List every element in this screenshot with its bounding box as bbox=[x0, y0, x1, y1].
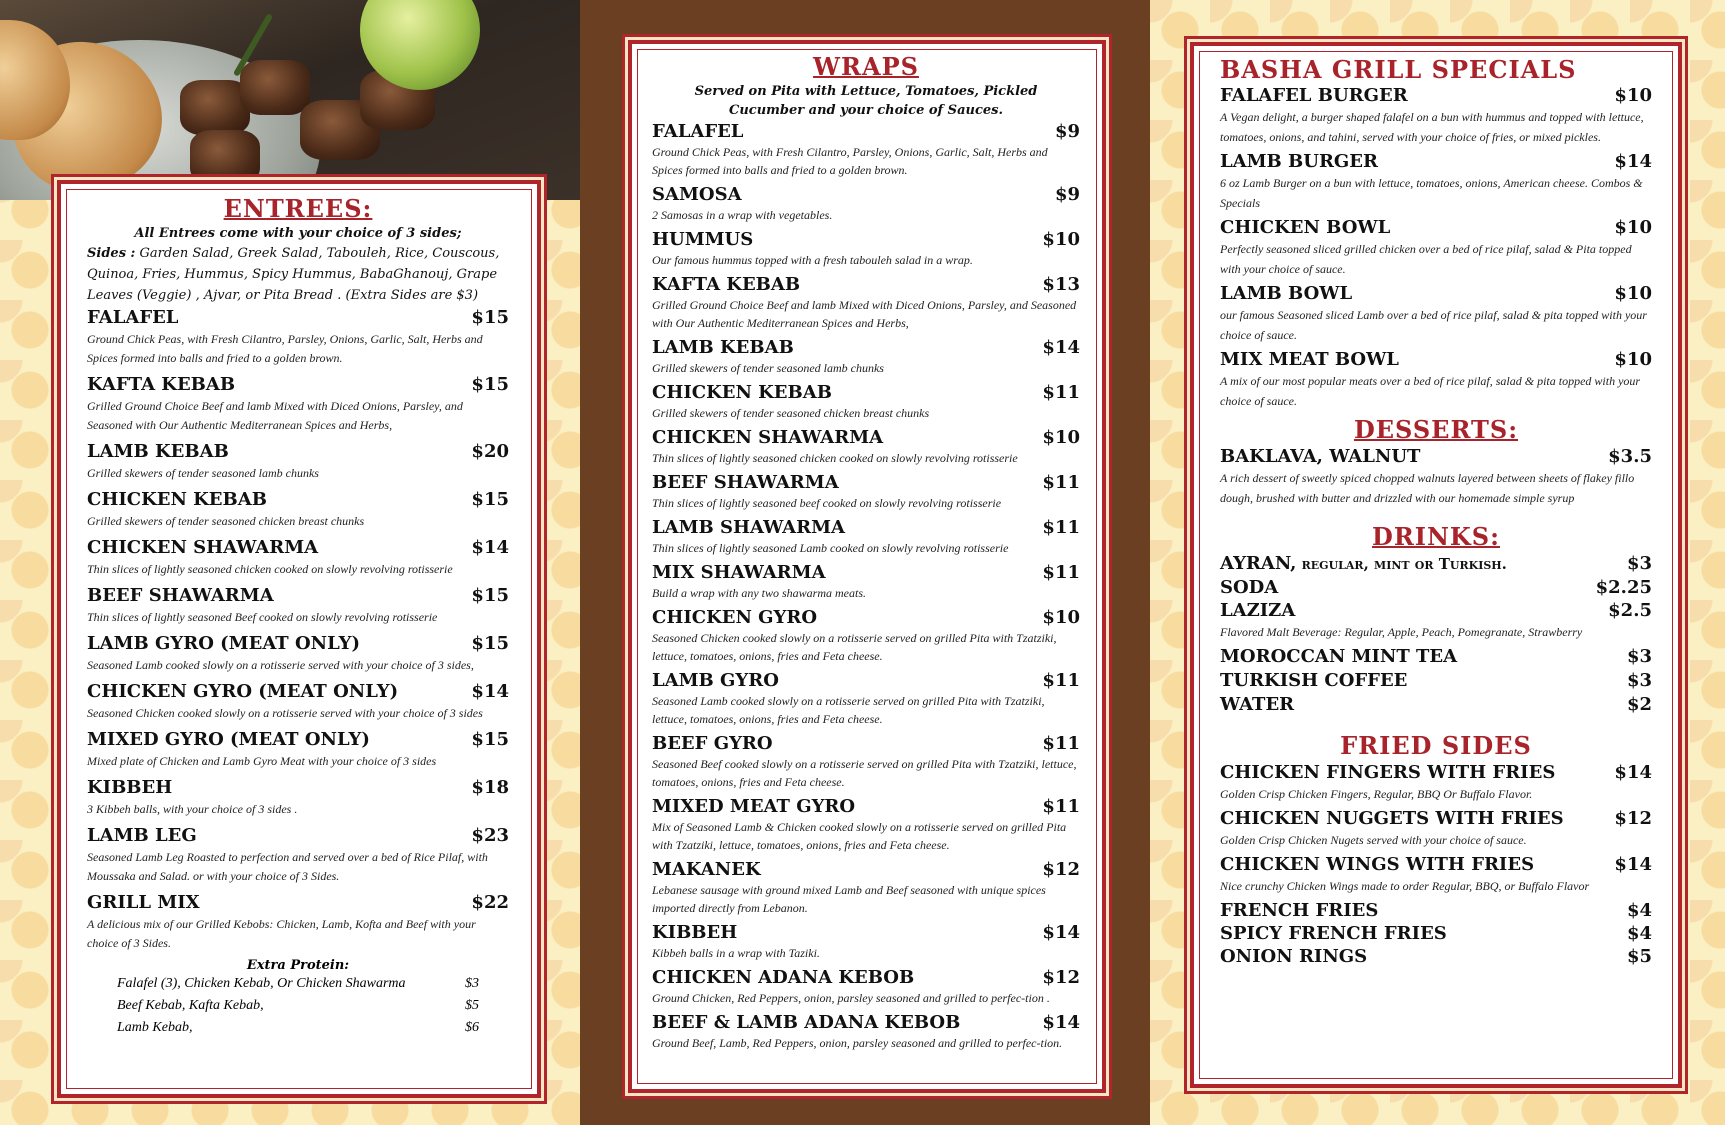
drinks-title: DRINKS: bbox=[1372, 522, 1500, 551]
entree-item-price: $20 bbox=[471, 441, 509, 462]
wrap-item-name: LAMB KEBAB bbox=[652, 337, 794, 358]
entree-item-desc: 3 Kibbeh balls, with your choice of 3 sides . bbox=[87, 802, 298, 816]
wrap-item-desc: Ground Chick Peas, with Fresh Cilantro, Parsley, Onions, Garlic, Salt, Herbs and Spices formed into balls and fried to a golden brown. bbox=[652, 145, 1048, 177]
entree-item bbox=[87, 488, 509, 512]
special-item-name: MIX MEAT BOWL bbox=[1220, 349, 1399, 370]
fried-side-item-name: FRENCH FRIES bbox=[1220, 900, 1379, 921]
wrap-item bbox=[652, 228, 1080, 251]
extra-protein-list bbox=[87, 973, 509, 1039]
wrap-item-price: $9 bbox=[1054, 121, 1080, 142]
wrap-item bbox=[652, 669, 1080, 692]
dessert-item bbox=[1220, 445, 1652, 468]
special-item-price: $10 bbox=[1614, 283, 1652, 304]
wrap-item-desc: Seasoned Lamb cooked slowly on a rotisserie served on grilled Pita with Tzatziki, lettuce, tomatoes, onions, fries and Feta cheese. bbox=[652, 694, 1045, 726]
entree-item-price: $14 bbox=[471, 681, 509, 702]
special-item bbox=[1220, 84, 1652, 107]
wrap-item-desc: 2 Samosas in a wrap with vegetables. bbox=[652, 208, 833, 222]
entree-item-name: LAMB GYRO (MEAT ONLY) bbox=[87, 633, 360, 654]
fried-side-item-price: $5 bbox=[1626, 946, 1652, 967]
wrap-item-price: $14 bbox=[1042, 922, 1080, 943]
wraps-content bbox=[652, 50, 1080, 1056]
drink-item-tea bbox=[1220, 645, 1652, 669]
specials-list bbox=[1220, 84, 1652, 411]
fried-side-item-price: $14 bbox=[1614, 762, 1652, 783]
entree-item-price: $22 bbox=[471, 892, 509, 913]
entree-item-name: FALAFEL bbox=[87, 307, 179, 328]
entree-item-name: MIXED GYRO (MEAT ONLY) bbox=[87, 729, 370, 750]
wrap-item-desc: Lebanese sausage with ground mixed Lamb and Beef seasoned with unique spices imported directly from Lebanon. bbox=[652, 883, 1046, 915]
drink-name: LAZIZA bbox=[1220, 600, 1296, 621]
entree-item bbox=[87, 824, 509, 848]
wrap-item-name: KIBBEH bbox=[652, 922, 738, 943]
wrap-item-name: MAKANEK bbox=[652, 859, 761, 880]
special-item-price: $10 bbox=[1614, 85, 1652, 106]
specials-title: BASHA GRILL SPECIALS bbox=[1220, 55, 1577, 84]
wrap-item-price: $12 bbox=[1042, 859, 1080, 880]
wrap-item-name: SAMOSA bbox=[652, 184, 742, 205]
entree-item bbox=[87, 728, 509, 752]
fried-side-item-desc: Golden Crisp Chicken Nugets served with your choice of sauce. bbox=[1220, 833, 1527, 847]
wrap-item bbox=[652, 381, 1080, 404]
fried-side-item-name: CHICKEN WINGS WITH FRIES bbox=[1220, 854, 1535, 875]
entree-item-desc: A delicious mix of our Grilled Kebobs: Chicken, Lamb, Kofta and Beef with your choice of 3 Sides. bbox=[87, 917, 476, 950]
entree-item-name: LAMB KEBAB bbox=[87, 441, 229, 462]
wrap-item-desc: Grilled skewers of tender seasoned lamb chunks bbox=[652, 361, 884, 375]
wrap-item-price: $10 bbox=[1042, 229, 1080, 250]
entrees-sides bbox=[87, 243, 509, 306]
extra-protein-item bbox=[87, 995, 509, 1017]
extra-protein-price: $3 bbox=[465, 976, 479, 991]
wrap-item-price: $11 bbox=[1042, 562, 1080, 583]
fried-side-item-name: ONION RINGS bbox=[1220, 946, 1368, 967]
drink-item-ayran bbox=[1220, 552, 1652, 576]
drink-price: $2.5 bbox=[1608, 600, 1652, 621]
entree-item-price: $15 bbox=[471, 633, 509, 654]
special-item-desc: 6 oz Lamb Burger on a bun with lettuce, tomatoes, onions, American cheese. Combos & Specials bbox=[1220, 176, 1643, 210]
drink-price: $3 bbox=[1626, 553, 1652, 574]
extra-protein-name: Falafel (3), Chicken Kebab, Or Chicken Shawarma bbox=[117, 976, 406, 991]
entree-item-price: $14 bbox=[471, 537, 509, 558]
extra-protein-price: $6 bbox=[465, 1020, 479, 1035]
special-item bbox=[1220, 216, 1652, 239]
drink-item-water bbox=[1220, 693, 1652, 717]
specials-panel bbox=[1190, 42, 1682, 1088]
drink-item-soda bbox=[1220, 576, 1652, 599]
entree-item-desc: Seasoned Chicken cooked slowly on a rotisserie served with your choice of 3 sides bbox=[87, 706, 483, 720]
wrap-item bbox=[652, 471, 1080, 494]
drink-item-laziza bbox=[1220, 599, 1652, 622]
entrees-title: ENTREES: bbox=[223, 194, 373, 223]
entree-item-price: $18 bbox=[471, 777, 509, 798]
wrap-item bbox=[652, 795, 1080, 818]
meat-chunk-shape bbox=[190, 130, 260, 185]
wrap-item-name: MIXED MEAT GYRO bbox=[652, 796, 856, 817]
sides-label: Sides : bbox=[87, 246, 136, 261]
extra-protein-price: $5 bbox=[465, 998, 479, 1013]
wrap-item-name: CHICKEN ADANA KEBOB bbox=[652, 967, 915, 988]
entree-item-desc: Grilled skewers of tender seasoned lamb chunks bbox=[87, 466, 319, 480]
dessert-item-price: $3.5 bbox=[1608, 446, 1652, 467]
fried-side-item-name: CHICKEN FINGERS WITH FRIES bbox=[1220, 762, 1556, 783]
fried-side-item bbox=[1220, 945, 1652, 968]
entree-item-name: LAMB LEG bbox=[87, 825, 197, 846]
entree-item bbox=[87, 776, 509, 800]
wrap-item-desc: Thin slices of lightly seasoned Lamb cooked on slowly revolving rotisserie bbox=[652, 541, 1009, 555]
fried-side-item-price: $4 bbox=[1626, 923, 1652, 944]
entree-item-desc: Thin slices of lightly seasoned chicken cooked on slowly revolving rotisserie bbox=[87, 562, 453, 576]
dessert-item-name: BAKLAVA, WALNUT bbox=[1220, 446, 1421, 467]
wrap-item bbox=[652, 426, 1080, 449]
entree-item bbox=[87, 306, 509, 330]
fried-side-item-desc: Golden Crisp Chicken Fingers, Regular, BBQ Or Buffalo Flavor. bbox=[1220, 787, 1533, 801]
extra-protein-item bbox=[87, 973, 509, 995]
wrap-item-price: $14 bbox=[1042, 337, 1080, 358]
specials-content bbox=[1220, 56, 1652, 968]
wrap-item bbox=[652, 732, 1080, 755]
fried-side-item bbox=[1220, 922, 1652, 945]
wrap-item-desc: Build a wrap with any two shawarma meats. bbox=[652, 586, 867, 600]
fried-side-item-name: CHICKEN NUGGETS WITH FRIES bbox=[1220, 808, 1564, 829]
wrap-item-desc: Seasoned Beef cooked slowly on a rotisserie served on grilled Pita with Tzatziki, lettuce, tomatoes, onions, fries and Feta cheese. bbox=[652, 757, 1077, 789]
entree-item-desc: Thin slices of lightly seasoned Beef cooked on slowly revolving rotisserie bbox=[87, 610, 438, 624]
entrees-list bbox=[87, 306, 509, 953]
wrap-item-name: FALAFEL bbox=[652, 121, 744, 142]
special-item-price: $14 bbox=[1614, 151, 1652, 172]
entree-item-name: BEEF SHAWARMA bbox=[87, 585, 274, 606]
dessert-item-desc: A rich dessert of sweetly spiced chopped walnuts layered between sheets of flakey fillo dough, brushed with butter and drizzled with our homemade simple syrup bbox=[1220, 471, 1635, 505]
fried-sides-list bbox=[1220, 761, 1652, 968]
wrap-item-desc: Grilled skewers of tender seasoned chicken breast chunks bbox=[652, 406, 930, 420]
ayran-name: AYRAN, bbox=[1220, 553, 1297, 574]
wraps-title: WRAPS bbox=[813, 52, 919, 81]
fried-sides-title: FRIED SIDES bbox=[1340, 731, 1532, 760]
fried-side-item-desc: Nice crunchy Chicken Wings made to order Regular, BBQ, or Buffalo Flavor bbox=[1220, 879, 1590, 893]
extra-protein-name: Beef Kebab, Kafta Kebab, bbox=[117, 998, 264, 1013]
drink-price: $2 bbox=[1626, 694, 1652, 715]
drink-price: $3 bbox=[1626, 670, 1652, 691]
wraps-list bbox=[652, 120, 1080, 1052]
drink-desc: Flavored Malt Beverage: Regular, Apple, Peach, Pomegranate, Strawberry bbox=[1220, 625, 1583, 639]
meat-chunk-shape bbox=[240, 60, 310, 115]
entree-item bbox=[87, 536, 509, 560]
fried-side-item bbox=[1220, 807, 1652, 830]
extra-protein-name: Lamb Kebab, bbox=[117, 1020, 193, 1035]
drink-price: $3 bbox=[1626, 646, 1652, 667]
wrap-item bbox=[652, 273, 1080, 296]
special-item-name: LAMB BOWL bbox=[1220, 283, 1353, 304]
wrap-item-price: $11 bbox=[1042, 517, 1080, 538]
entree-item-price: $23 bbox=[471, 825, 509, 846]
wrap-item-price: $11 bbox=[1042, 382, 1080, 403]
wrap-item-name: BEEF & LAMB ADANA KEBOB bbox=[652, 1012, 961, 1033]
drink-name: WATER bbox=[1220, 694, 1295, 715]
wrap-item-price: $10 bbox=[1042, 607, 1080, 628]
extra-protein-title: Extra Protein: bbox=[246, 958, 350, 973]
special-item bbox=[1220, 150, 1652, 173]
wrap-item-price: $11 bbox=[1042, 733, 1080, 754]
drink-name: SODA bbox=[1220, 577, 1279, 598]
wrap-item-price: $14 bbox=[1042, 1012, 1080, 1033]
special-item bbox=[1220, 348, 1652, 371]
special-item bbox=[1220, 282, 1652, 305]
entree-item-name: KIBBEH bbox=[87, 777, 173, 798]
wrap-item-price: $11 bbox=[1042, 472, 1080, 493]
entree-item-desc: Seasoned Lamb cooked slowly on a rotisserie served with your choice of 3 sides, bbox=[87, 658, 474, 672]
entrees-panel bbox=[57, 180, 541, 1098]
entree-item bbox=[87, 680, 509, 704]
wrap-item bbox=[652, 516, 1080, 539]
special-item-desc: A mix of our most popular meats over a bed of rice pilaf, salad & pita topped with your choice of sauce. bbox=[1220, 374, 1641, 408]
desserts-list bbox=[1220, 445, 1652, 508]
wrap-item-price: $9 bbox=[1054, 184, 1080, 205]
entree-item-name: GRILL MIX bbox=[87, 892, 200, 913]
wraps-intro: Served on Pita with Lettuce, Tomatoes, Pickled Cucumber and your choice of Sauces. bbox=[694, 84, 1038, 118]
entree-item-price: $15 bbox=[471, 729, 509, 750]
wrap-item-desc: Mix of Seasoned Lamb & Chicken cooked slowly on a rotisserie served on grilled Pita with Tzatziki, lettuce, tomatoes, onions, fries and Feta cheese. bbox=[652, 820, 1067, 852]
wrap-item bbox=[652, 858, 1080, 881]
wrap-item-desc: Grilled Ground Choice Beef and lamb Mixed with Diced Onions, Parsley, and Seasoned with Our Authentic Mediterranean Spices and Herbs, bbox=[652, 298, 1077, 330]
fried-side-item-price: $12 bbox=[1614, 808, 1652, 829]
entrees-intro: All Entrees come with your choice of 3 sides; bbox=[134, 226, 462, 241]
entree-item-name: CHICKEN GYRO (MEAT ONLY) bbox=[87, 681, 399, 702]
special-item-name: LAMB BURGER bbox=[1220, 151, 1378, 172]
wrap-item-price: $11 bbox=[1042, 796, 1080, 817]
wraps-panel bbox=[628, 40, 1106, 1093]
drink-name: MOROCCAN MINT TEA bbox=[1220, 646, 1458, 667]
entree-item-desc: Seasoned Lamb Leg Roasted to perfection and served over a bed of Rice Pilaf, with Moussaka and Salad. or with your choice of 3 Sides. bbox=[87, 850, 488, 883]
entree-item bbox=[87, 373, 509, 397]
entree-item bbox=[87, 584, 509, 608]
special-item-desc: our famous Seasoned sliced Lamb over a bed of rice pilaf, salad & pita topped with your choice of sauce. bbox=[1220, 308, 1647, 342]
drink-price: $2.25 bbox=[1595, 577, 1652, 598]
wrap-item bbox=[652, 183, 1080, 206]
wrap-item-name: LAMB SHAWARMA bbox=[652, 517, 845, 538]
wrap-item-name: CHICKEN SHAWARMA bbox=[652, 427, 884, 448]
sides-text: Garden Salad, Greek Salad, Tabouleh, Rice, Couscous, Quinoa, Fries, Hummus, Spicy Hummus, BabaGhanouj, Grape Leaves (Veggie) , Ajvar, or Pita Bread . (Extra Sides are $3) bbox=[87, 246, 500, 303]
entree-item-desc: Mixed plate of Chicken and Lamb Gyro Meat with your choice of 3 sides bbox=[87, 754, 437, 768]
wrap-item-name: HUMMUS bbox=[652, 229, 754, 250]
wrap-item-price: $13 bbox=[1042, 274, 1080, 295]
wrap-item-name: KAFTA KEBAB bbox=[652, 274, 801, 295]
entree-item-price: $15 bbox=[471, 489, 509, 510]
extra-protein-item bbox=[87, 1017, 509, 1039]
wrap-item-price: $10 bbox=[1042, 427, 1080, 448]
wrap-item bbox=[652, 921, 1080, 944]
entree-item-desc: Grilled Ground Choice Beef and lamb Mixed with Diced Onions, Parsley, and Seasoned with Our Authentic Mediterranean Spices and Herbs, bbox=[87, 399, 463, 432]
wrap-item-desc: Ground Beef, Lamb, Red Peppers, onion, parsley seasoned and grilled to perfec-tion. bbox=[652, 1036, 1063, 1050]
fried-side-item bbox=[1220, 899, 1652, 922]
drink-name bbox=[1220, 552, 1507, 576]
entree-item bbox=[87, 440, 509, 464]
entree-item-price: $15 bbox=[471, 585, 509, 606]
wrap-item-name: MIX SHAWARMA bbox=[652, 562, 826, 583]
entree-item-name: CHICKEN SHAWARMA bbox=[87, 537, 319, 558]
special-item-price: $10 bbox=[1614, 217, 1652, 238]
wrap-item bbox=[652, 606, 1080, 629]
fried-side-item-name: SPICY FRENCH FRIES bbox=[1220, 923, 1447, 944]
fried-side-item bbox=[1220, 761, 1652, 784]
special-item-name: FALAFEL BURGER bbox=[1220, 85, 1408, 106]
ayran-sub: regular, mint or Turkish. bbox=[1296, 555, 1507, 573]
wrap-item-name: BEEF GYRO bbox=[652, 733, 773, 754]
entree-item-desc: Grilled skewers of tender seasoned chicken breast chunks bbox=[87, 514, 365, 528]
entree-item bbox=[87, 632, 509, 656]
special-item-name: CHICKEN BOWL bbox=[1220, 217, 1391, 238]
entree-item-name: CHICKEN KEBAB bbox=[87, 489, 267, 510]
wrap-item bbox=[652, 336, 1080, 359]
entree-item-price: $15 bbox=[471, 374, 509, 395]
kebab-food-photo bbox=[0, 0, 580, 200]
wrap-item-name: LAMB GYRO bbox=[652, 670, 779, 691]
wrap-item-price: $12 bbox=[1042, 967, 1080, 988]
fried-side-item-price: $14 bbox=[1614, 854, 1652, 875]
special-item-price: $10 bbox=[1614, 349, 1652, 370]
wrap-item-price: $11 bbox=[1042, 670, 1080, 691]
wrap-item bbox=[652, 966, 1080, 989]
wrap-item-desc: Our famous hummus topped with a fresh tabouleh salad in a wrap. bbox=[652, 253, 973, 267]
desserts-title: DESSERTS: bbox=[1353, 415, 1519, 444]
wrap-item-name: CHICKEN GYRO bbox=[652, 607, 818, 628]
drink-name: TURKISH COFFEE bbox=[1220, 670, 1408, 691]
wrap-item-desc: Ground Chicken, Red Peppers, onion, parsley seasoned and grilled to perfec-tion . bbox=[652, 991, 1050, 1005]
fried-side-item bbox=[1220, 853, 1652, 876]
entrees-content bbox=[87, 190, 509, 1039]
wrap-item-desc: Thin slices of lightly seasoned beef cooked on slowly revolving rotisserie bbox=[652, 496, 1002, 510]
wrap-item-desc: Thin slices of lightly seasoned chicken cooked on slowly revolving rotisserie bbox=[652, 451, 1018, 465]
wrap-item bbox=[652, 561, 1080, 584]
drink-item-coffee bbox=[1220, 669, 1652, 693]
wrap-item-desc: Seasoned Chicken cooked slowly on a rotisserie served on grilled Pita with Tzatziki, lettuce, tomatoes, onions, fries and Feta cheese. bbox=[652, 631, 1057, 663]
special-item-desc: A Vegan delight, a burger shaped falafel on a bun with hummus and topped with lettuce, tomatoes, onions, and tahini, served with your choice of fries, or mixed pickles. bbox=[1220, 110, 1644, 144]
special-item-desc: Perfectly seasoned sliced grilled chicken over a bed of rice pilaf, salad & Pita topped with your choice of sauce. bbox=[1220, 242, 1632, 276]
wrap-item-desc: Kibbeh balls in a wrap with Taziki. bbox=[652, 946, 820, 960]
wrap-item bbox=[652, 120, 1080, 143]
entree-item-name: KAFTA KEBAB bbox=[87, 374, 236, 395]
entree-item-price: $15 bbox=[471, 307, 509, 328]
fried-side-item-price: $4 bbox=[1626, 900, 1652, 921]
entree-item bbox=[87, 891, 509, 915]
wrap-item-name: CHICKEN KEBAB bbox=[652, 382, 832, 403]
wrap-item-name: BEEF SHAWARMA bbox=[652, 472, 839, 493]
entree-item-desc: Ground Chick Peas, with Fresh Cilantro, Parsley, Onions, Garlic, Salt, Herbs and Spices formed into balls and fried to a golden brown. bbox=[87, 332, 483, 365]
wrap-item bbox=[652, 1011, 1080, 1034]
